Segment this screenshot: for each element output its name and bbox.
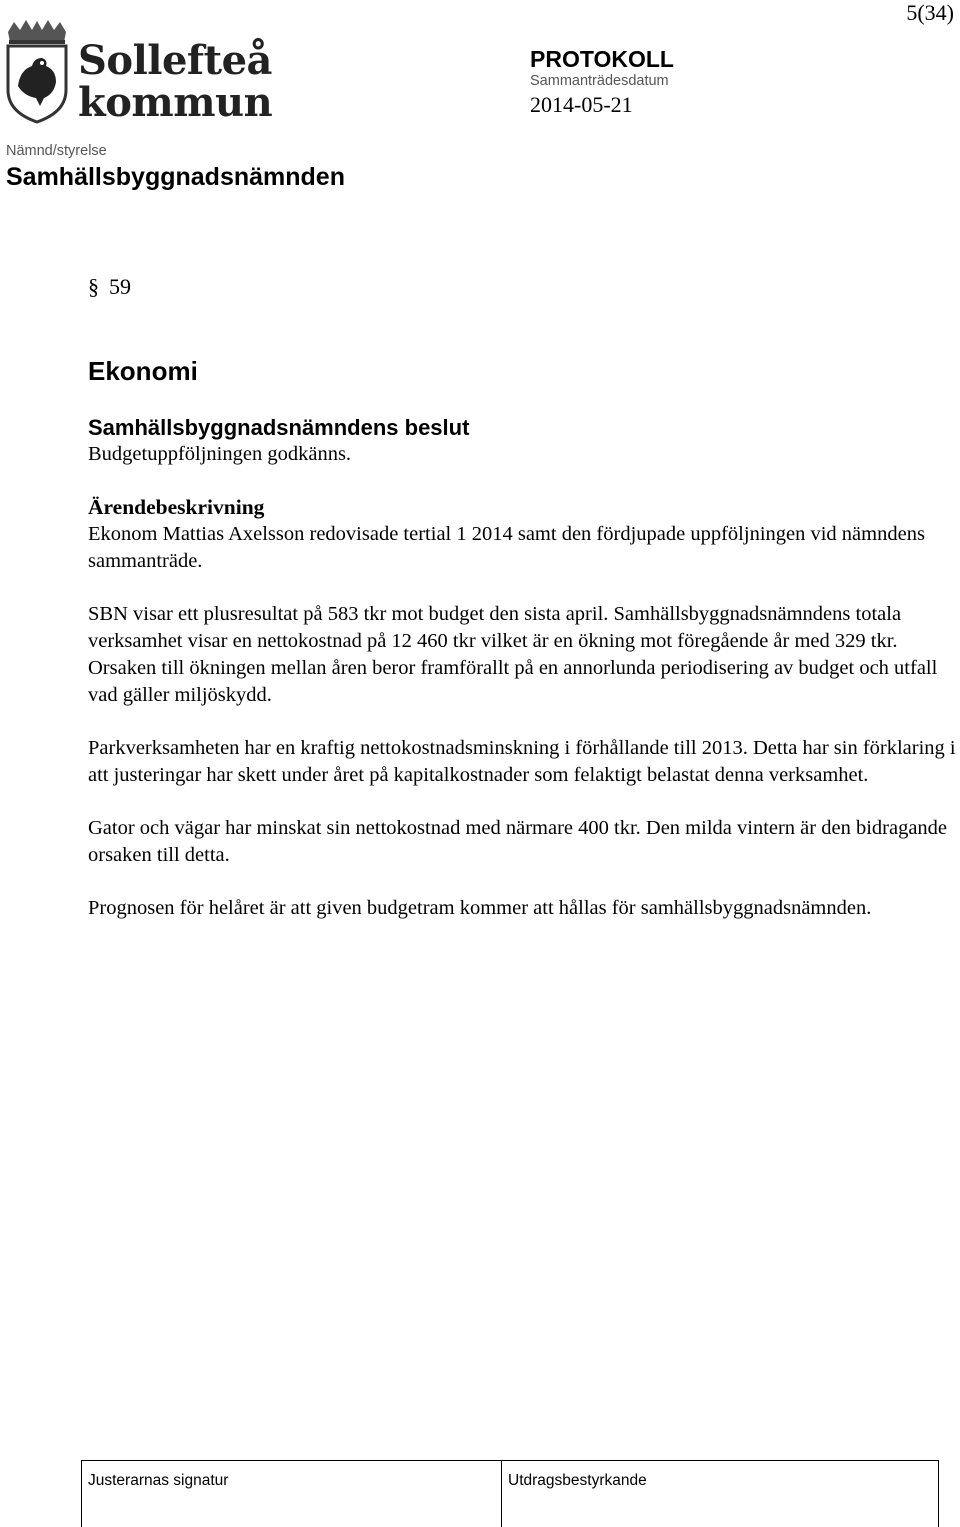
certification-label: Utdragsbestyrkande [508, 1472, 647, 1489]
paragraph: Gator och vägar har minskat sin nettokostnad med närmare 400 tkr. Den milda vintern är den bidragande orsaken till detta. [88, 817, 948, 866]
signature-label: Justerarnas signatur [88, 1472, 229, 1489]
document-body [88, 414, 958, 948]
logo-wordmark [78, 37, 273, 126]
page-number: 5(34) [906, 0, 954, 25]
municipality-logo [4, 18, 274, 126]
signature-cell [82, 1461, 502, 1527]
paragraph: SBN visar ett plusresultat på 583 tkr mot budget den sista april. Samhällsbyggnadsnämndens totala verksamhet visar en nettokostnad på 12 460 tkr vilket är en ökning mot föregående år med 329 tkr. Orsaken till ökningen mellan åren beror framförallt på en annorlunda periodisering av budget och utfall vad gäller miljöskydd. [88, 603, 938, 706]
paragraph: Prognosen för helåret är att given budgetram kommer att hållas för samhällsbyggnadsnämnden. [88, 897, 872, 919]
decision-title: Samhällsbyggnadsnämndens beslut [88, 415, 470, 440]
description-title: Ärendebeskrivning [88, 495, 265, 519]
board-name: Samhällsbyggnadsnämnden [6, 163, 345, 191]
certification-cell [502, 1461, 938, 1527]
meeting-date-label: Sammanträdesdatum [530, 73, 669, 89]
section-number-value: 59 [109, 274, 131, 299]
logo-line-1: Sollefteå [78, 37, 272, 84]
coat-of-arms-icon [4, 20, 70, 124]
description-section [88, 494, 958, 575]
logo-line-2: kommun [78, 79, 273, 126]
decision-text: Budgetuppföljningen godkänns. [88, 443, 352, 465]
section-symbol: § [88, 274, 99, 299]
signature-footer [81, 1460, 939, 1527]
description-text: Ekonom Mattias Axelsson redovisade tertial 1 2014 samt den fördjupade uppföljningen vid nämndens sammanträde. [88, 523, 925, 572]
paragraph: Parkverksamheten har en kraftig nettokostnadsminskning i förhållande till 2013. Detta har sin förklaring i att justeringar har skett under året på kapitalkostnader som felaktigt belastat denna verksamhet. [88, 737, 956, 786]
decision-section [88, 414, 958, 468]
meeting-date: 2014-05-21 [530, 92, 633, 117]
protocol-title: PROTOKOLL [530, 46, 674, 72]
section-number [88, 274, 131, 300]
page-title: Ekonomi [88, 356, 198, 386]
board-label: Nämnd/styrelse [6, 143, 107, 159]
protocol-header [530, 46, 674, 120]
